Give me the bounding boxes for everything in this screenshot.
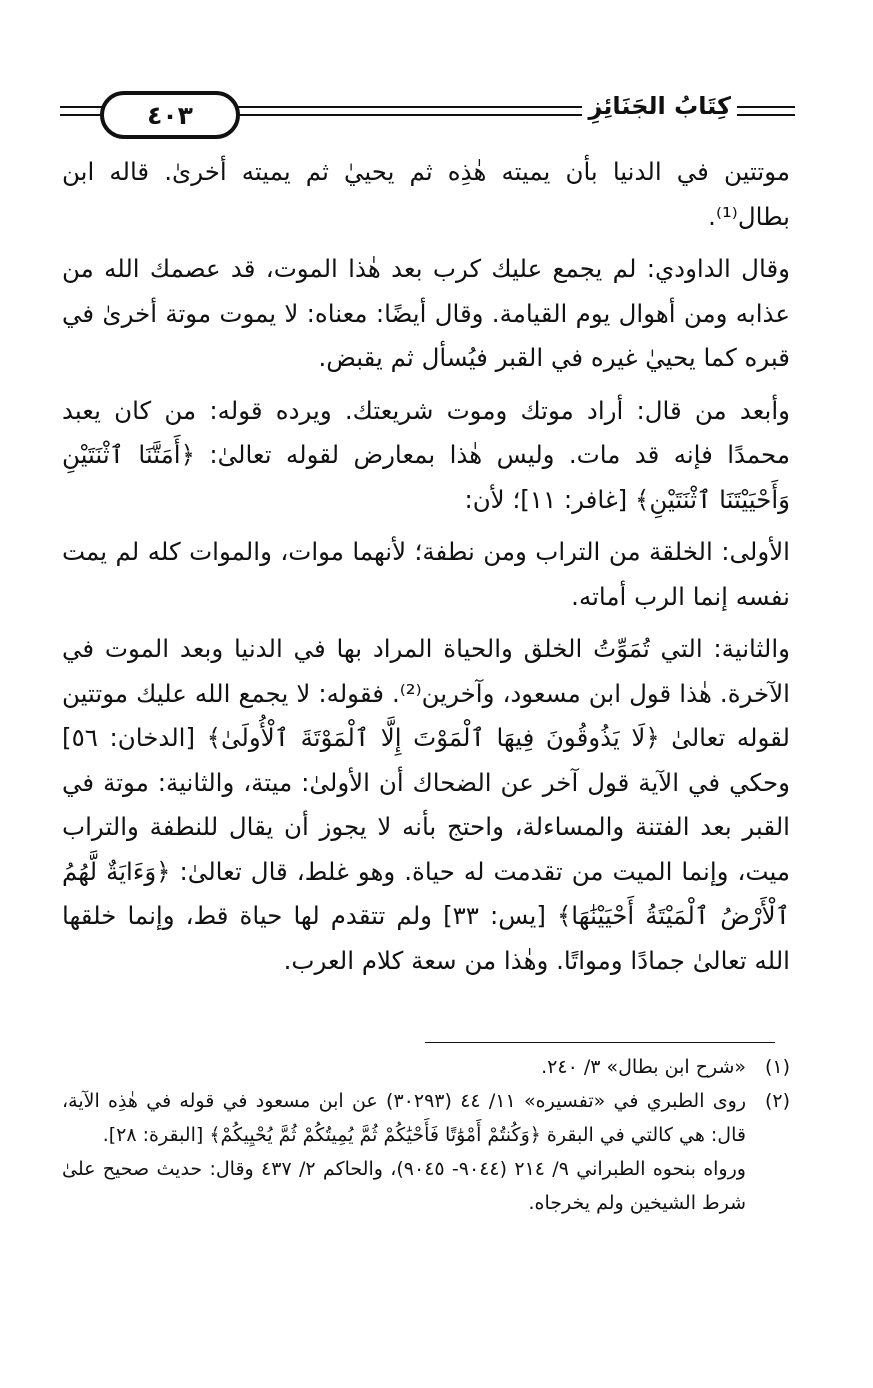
paragraph: والثانية: التي تُمَوِّتُ الخلق والحياة المراد بها في الدنيا وبعد الموت في الآخرة. هٰذا قول ابن مسعود، وآخرين⁽²⁾. فقوله: لا يجمع الله عليك موتتين لقوله تعالىٰ ﴿لَا يَذُوقُونَ فِيهَا ٱلْمَوْتَ إِلَّا ٱلْمَوْتَةَ ٱلْأُولَىٰ﴾ [الدخان: ٥٦] وحكي في الآية قول آخر عن الضحاك أن الأولىٰ: ميتة، والثانية: موتة في القبر بعد الفتنة والمساءلة، واحتج بأنه لا يجوز أن يقال للنطفة والتراب ميت، وإنما الميت من تقدمت له حياة. وهو غلط، قال تعالىٰ: ﴿وَءَايَةٌ لَّهُمُ ٱلْأَرْضُ ٱلْمَيْتَةُ أَحْيَيْنَٰهَا﴾ [يس: ٣٣] ولم تتقدم لها حياة قط، وإنما خلقها الله تعالىٰ جمادًا ومواتًا. وهٰذا من سعة كلام العرب. <box>62 634 790 975</box>
paragraph: موتتين في الدنيا بأن يميته هٰذِه ثم يحييٰ ثم يميته أخرىٰ. قاله ابن بطال⁽¹⁾. <box>62 157 790 231</box>
footnote-text: روى الطبري في «تفسيره» ١١/ ٤٤ (٣٠٢٩٣) عن ابن مسعود في قوله في هٰذِه الآية، قال: هي كالتي في البقرة ﴿وَكُنتُمْ أَمْوَٰتًا فَأَحْيَٰكُمْ ثُمَّ يُمِيتُكُمْ ثُمَّ يُحْيِيكُمْ﴾ [البقرة: ٢٨]. <box>62 1090 746 1146</box>
paragraph: الأولى: الخلقة من التراب ومن نطفة؛ لأنهما موات، والموات كله لم يمت نفسه إنما الرب أماته. <box>62 537 790 611</box>
running-title: كِتَابُ الجَنَائِزِ <box>582 92 737 120</box>
footnote-continuation: ورواه بنحوه الطبراني ٩/ ٢١٤ (٩٠٤٤- ٩٠٤٥)، والحاكم ٢/ ٤٣٧ وقال: حديث صحيح علىٰ شرط الشيخين ولم يخرجاه. <box>62 1158 746 1214</box>
page-number-badge <box>100 91 240 139</box>
page-number: ٤٠٣ <box>147 100 193 130</box>
main-text <box>62 150 790 991</box>
paragraph: وقال الداودي: لم يجمع عليك كرب بعد هٰذا الموت، قد عصمك الله من عذابه ومن أهوال يوم القيامة. وقال أيضًا: معناه: لا يموت موتة أخرىٰ في قبره كما يحييٰ غيره في القبر فيُسأل ثم يقبض. <box>62 254 790 372</box>
footnotes <box>62 1050 790 1220</box>
footnote <box>62 1084 790 1152</box>
footnote-divider <box>425 1042 775 1043</box>
paragraph: وأبعد من قال: أراد موتك وموت شريعتك. ويرده قوله: من كان يعبد محمدًا فإنه قد مات. وليس هٰذا بمعارض لقوله تعالىٰ: ﴿أَمَتَّنَا ٱثْنَتَيْنِ وَأَحْيَيْتَنَا ٱثْنَتَيْنِ﴾ [غافر: ١١]؛ لأن: <box>62 395 790 514</box>
footnote-number: (٢) <box>764 1090 790 1112</box>
footnote-number: (١) <box>764 1056 790 1078</box>
footnote-text: «شرح ابن بطال» ٣/ ٢٤٠. <box>541 1056 746 1078</box>
page-header <box>60 88 795 138</box>
footnote <box>62 1050 790 1084</box>
